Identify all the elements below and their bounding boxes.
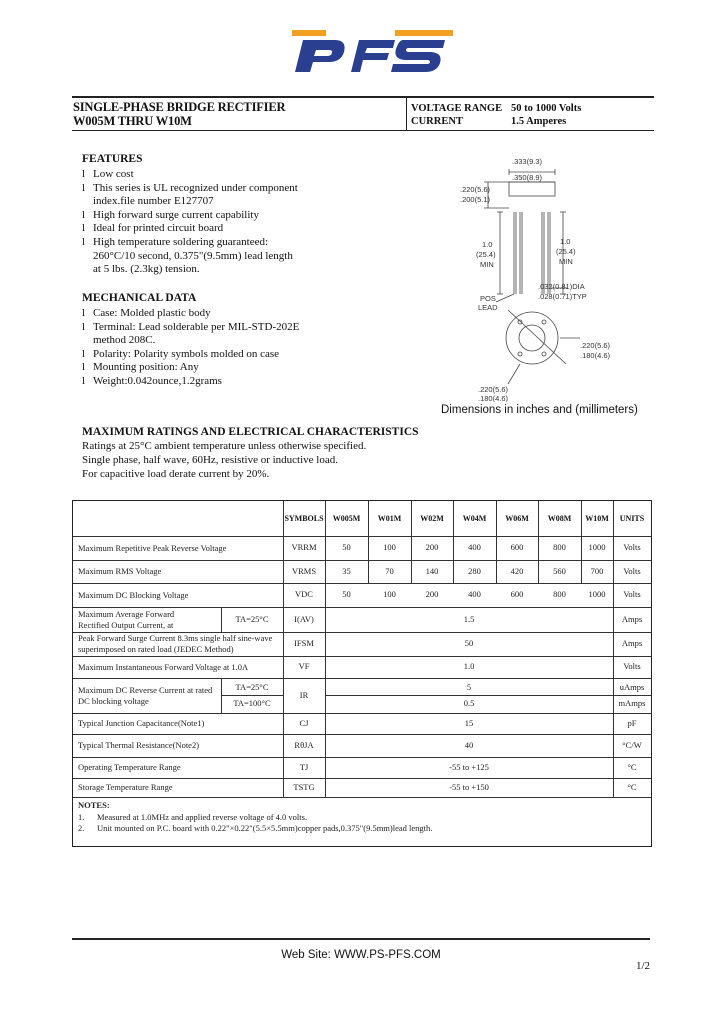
rating-value: 50	[464, 638, 474, 648]
param-label: Maximum DC Blocking Voltage	[78, 589, 189, 600]
rating-value: 600	[510, 542, 524, 552]
header-model: W04M	[462, 514, 487, 523]
rating-value: 1.5	[463, 613, 475, 624]
dim-bottom-1: .220(5.6)	[478, 385, 509, 394]
param-label: Maximum Average Forward	[78, 608, 175, 619]
note-number: 2.	[78, 823, 85, 833]
header-divider	[406, 98, 407, 130]
dim-top-2: .350(8.9)	[512, 173, 543, 182]
symbol: VF	[298, 661, 310, 671]
rating-value: 800	[553, 589, 566, 599]
bullet-icon: l	[82, 222, 86, 235]
grid-hline	[73, 678, 651, 679]
rating-value: -55 to +150	[449, 781, 489, 792]
features-text: This series is UL recognized under component	[93, 181, 298, 194]
grid-hline	[73, 583, 651, 584]
header-bottom-rule	[72, 130, 654, 131]
rating-value: 200	[425, 542, 439, 552]
unit: Volts	[623, 661, 641, 671]
symbol: TSTG	[293, 781, 315, 792]
features-text: 260°C/10 second, 0.375"(9.5mm) lead length	[93, 249, 293, 262]
note-number: 1.	[78, 812, 85, 822]
unit: °C	[627, 781, 637, 792]
symbol: RθJA	[294, 739, 314, 750]
grid-hline	[73, 734, 651, 735]
spec-value-current: 1.5 Amperes	[511, 116, 567, 127]
pos-lead-2: LEAD	[478, 303, 498, 312]
param-label: Maximum Instantaneous Forward Voltage at 1.0A	[78, 661, 249, 672]
lead-left-3: MIN	[480, 260, 494, 269]
rating-value: 600	[510, 589, 524, 599]
spec-label-voltage: VOLTAGE RANGE	[411, 103, 503, 114]
bullet-icon: l	[82, 168, 86, 180]
ratings-title: MAXIMUM RATINGS AND ELECTRICAL CHARACTERISTICS	[82, 426, 419, 438]
header-symbols: SYMBOLS	[284, 514, 324, 523]
notes-title: NOTES:	[78, 800, 110, 810]
rating-value: 1000	[588, 589, 606, 599]
features-title: FEATURES	[82, 153, 143, 165]
lead-left-2: (25.4)	[476, 250, 496, 259]
rating-value: 0.5	[463, 698, 475, 708]
rating-value: 400	[468, 589, 481, 599]
dim-side-2: .180(4.6)	[580, 351, 611, 360]
package-drawing	[420, 152, 652, 402]
header-model: W06M	[505, 514, 529, 523]
pos-lead-1: POS	[480, 294, 496, 303]
bullet-icon: l	[82, 181, 86, 194]
param-label: Maximum DC Reverse Current at rated	[78, 684, 213, 695]
param-label: Maximum Repetitive Peak Reverse Voltage	[78, 542, 227, 553]
unit: °C	[627, 761, 637, 772]
header-model: W02M	[420, 514, 444, 523]
features-text: at 5 lbs. (2.3kg) tension.	[93, 263, 200, 276]
bullet-icon: l	[82, 347, 86, 360]
header-units: UNITS	[619, 514, 645, 523]
features-text: Low cost	[93, 168, 134, 180]
symbol: IFSM	[294, 638, 314, 648]
grid-hline	[325, 695, 651, 696]
rating-value: 200	[425, 589, 439, 599]
rating-value: 50	[342, 589, 351, 599]
logo-bar-orange	[292, 30, 326, 36]
logo-letter-p	[295, 40, 345, 72]
dim-side-1: .220(5.6)	[580, 341, 611, 350]
bullet-icon: l	[82, 208, 86, 221]
rating-value: 700	[590, 565, 604, 576]
bullet-icon: l	[82, 320, 86, 333]
lead-right-1: 1.0	[560, 237, 571, 246]
param-label: Typical Junction Capacitance(Note1)	[78, 718, 205, 728]
header-model: W08M	[547, 514, 572, 523]
ratings-table	[72, 500, 652, 847]
rating-value: 800	[553, 542, 566, 552]
logo-letter-f	[351, 40, 395, 72]
mechanical-text: method 208C.	[93, 334, 156, 347]
grid-vline	[221, 607, 222, 632]
lead-dia-2: .028(0.71)TYP	[538, 292, 587, 301]
param-label: Typical Thermal Resistance(Note2)	[78, 740, 200, 750]
features-text: index.file number E127707	[93, 195, 214, 208]
spec-label-current: CURRENT	[411, 116, 463, 127]
dim-top-1: .333(9.3)	[512, 157, 543, 166]
product-range: W005M THRU W10M	[73, 114, 192, 128]
ratings-line-2: Single phase, half wave, 60Hz, resistive or inductive load.	[82, 454, 338, 466]
features-text: Ideal for printed circuit board	[93, 222, 224, 235]
bullet-icon: l	[82, 375, 86, 387]
unit: mAmps	[618, 698, 646, 708]
param-label: Storage Temperature Range	[78, 782, 173, 792]
grid-hline	[221, 695, 283, 696]
grid-hline	[73, 778, 651, 779]
bullet-icon: l	[82, 361, 86, 374]
header-model: W005M	[332, 514, 361, 523]
features-text: High temperature soldering guaranteed:	[93, 236, 269, 248]
condition: TA=100°C	[233, 698, 271, 708]
mechanical-text: Terminal: Lead solderable per MIL-STD-202E	[93, 320, 300, 333]
symbol: TJ	[299, 761, 309, 772]
rating-value: 70	[385, 565, 394, 576]
grid-hline	[73, 713, 651, 714]
bullet-icon: l	[82, 307, 86, 319]
note-text: Unit mounted on P.C. board with 0.22"×0.22"(5.5×5.5mm)copper pads,0.375"(9.5mm)lead length.	[97, 823, 433, 833]
symbol: VDC	[295, 589, 313, 599]
mechanical-title: MECHANICAL DATA	[82, 292, 197, 304]
condition: TA=25°C	[235, 682, 269, 692]
param-label: Peak Forward Surge Current 8.3ms single half sine-wave	[78, 633, 273, 643]
lead-dia-1: .032(0.81)DIA	[538, 282, 585, 291]
footer-rule	[72, 938, 650, 940]
unit: pF	[627, 717, 637, 728]
logo-letter-s	[391, 40, 445, 72]
rating-value: 1.0	[463, 661, 475, 671]
rating-value: 40	[464, 739, 474, 750]
rating-value: 1000	[588, 542, 606, 552]
param-label: Maximum RMS Voltage	[78, 566, 162, 576]
logo-bar-orange-right	[395, 30, 453, 36]
dim-left-2: .200(5.1)	[460, 195, 491, 204]
product-title: SINGLE-PHASE BRIDGE RECTIFIER	[73, 100, 286, 114]
rating-value: 5	[466, 682, 472, 692]
grid-hline	[73, 560, 651, 561]
header-top-rule	[72, 96, 654, 98]
unit: Volts	[623, 542, 641, 552]
ratings-line-3: For capacitive load derate current by 20%.	[82, 468, 270, 480]
grid-hline	[73, 536, 651, 537]
unit: °C/W	[622, 739, 642, 750]
rating-value: 100	[383, 589, 396, 599]
grid-hline	[73, 656, 651, 657]
rating-value: 100	[383, 542, 396, 552]
ratings-line-1: Ratings at 25°C ambient temperature unless otherwise specified.	[82, 440, 367, 452]
rating-value: 400	[468, 542, 481, 552]
features-text: High forward surge current capability	[93, 208, 259, 221]
header-model: W10M	[585, 514, 609, 523]
rating-value: 50	[342, 542, 351, 552]
symbol: VRMS	[291, 565, 317, 576]
note-text: Measured at 1.0MHz and applied reverse voltage of 4.0 volts.	[97, 812, 308, 822]
symbol: VRRM	[291, 542, 317, 552]
rating-value: 280	[468, 565, 481, 576]
footer-website: Web Site: WWW.PS-PFS.COM	[281, 949, 441, 961]
mechanical-text: Weight:0.042ounce,1.2grams	[93, 375, 222, 387]
symbol: I(AV)	[294, 613, 314, 624]
grid-hline	[73, 757, 651, 758]
dim-bottom-2: .180(4.6)	[478, 394, 509, 402]
unit: uAmps	[619, 682, 645, 692]
rating-value: -55 to +125	[449, 761, 489, 772]
mechanical-text: Polarity: Polarity symbols molded on case	[93, 347, 280, 360]
param-label: superimposed on rated load (JEDEC Method)	[78, 644, 234, 654]
rating-value: 560	[553, 565, 566, 576]
rating-value: 140	[425, 565, 439, 576]
grid-hline	[73, 797, 651, 798]
bullet-icon: l	[82, 236, 86, 248]
header-model: W01M	[377, 514, 402, 523]
mechanical-text: Case: Molded plastic body	[93, 307, 211, 319]
rating-value: 420	[510, 565, 524, 576]
param-label: DC blocking voltage	[78, 695, 149, 706]
lead-right-3: MIN	[559, 257, 573, 266]
pfs-logo	[285, 22, 460, 80]
unit: Volts	[623, 589, 641, 599]
page-number: 1/2	[636, 960, 651, 972]
mechanical-text: Mounting position: Any	[93, 361, 199, 374]
lead-left-1: 1.0	[482, 240, 493, 249]
condition: TA=25°C	[235, 613, 269, 624]
rating-value: 35	[342, 565, 351, 576]
dimensions-caption: Dimensions in inches and (millimeters)	[441, 404, 638, 416]
symbol: IR	[299, 689, 309, 700]
dim-left-1: .220(5.6)	[460, 185, 491, 194]
unit: Amps	[621, 613, 643, 624]
param-label: Rectified Output Current, at	[78, 619, 174, 630]
unit: Volts	[623, 565, 641, 576]
rating-value: 15	[464, 717, 474, 728]
param-label: Operating Temperature Range	[78, 762, 181, 772]
lead-right-2: (25.4)	[556, 247, 576, 256]
symbol: CJ	[299, 717, 309, 728]
spec-value-voltage: 50 to 1000 Volts	[511, 103, 582, 114]
unit: Amps	[621, 638, 643, 648]
